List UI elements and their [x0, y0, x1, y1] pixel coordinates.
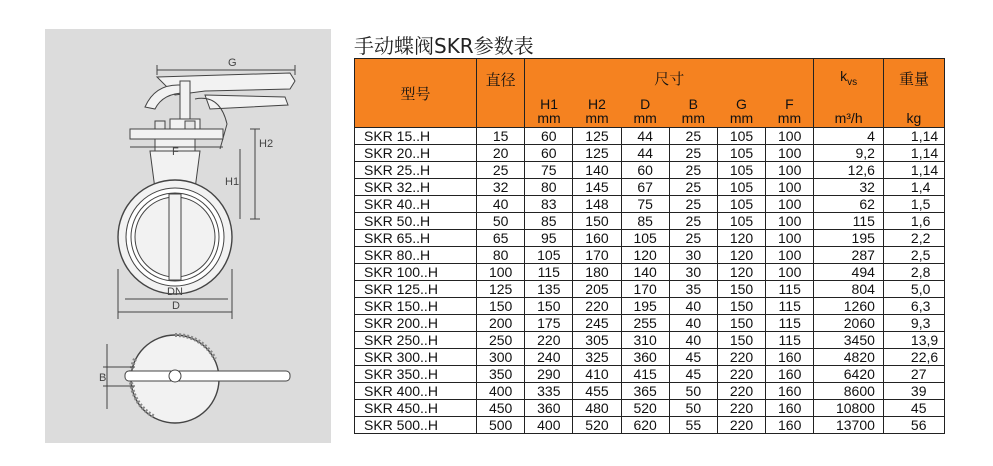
- table-row: [355, 213, 945, 230]
- header-h2: H2 mm: [573, 97, 621, 128]
- cell-kvs: 195: [814, 230, 884, 247]
- cell-h2: 170: [573, 247, 621, 264]
- cell-b: 40: [669, 315, 717, 332]
- table-row: [355, 162, 945, 179]
- cell-f: 100: [766, 213, 814, 230]
- header-diameter: 直径: [477, 59, 525, 128]
- cell-g: 150: [717, 298, 765, 315]
- cell-h2: 150: [573, 213, 621, 230]
- cell-weight: 39: [883, 383, 944, 400]
- cell-g: 105: [717, 128, 765, 145]
- cell-h1: 360: [525, 400, 573, 417]
- cell-g: 220: [717, 366, 765, 383]
- table-row: [355, 179, 945, 196]
- cell-model: SKR 200..H: [355, 315, 477, 332]
- cell-h1: 400: [525, 417, 573, 434]
- cell-h2: 125: [573, 128, 621, 145]
- cell-h2: 305: [573, 332, 621, 349]
- table-row: [355, 366, 945, 383]
- cell-h1: 80: [525, 179, 573, 196]
- cell-f: 100: [766, 179, 814, 196]
- header-kvs-main: k: [840, 68, 848, 85]
- cell-kvs: 13700: [814, 417, 884, 434]
- cell-diameter: 100: [477, 264, 525, 281]
- cell-b: 40: [669, 298, 717, 315]
- cell-h1: 175: [525, 315, 573, 332]
- cell-f: 115: [766, 298, 814, 315]
- table-row: [355, 298, 945, 315]
- cell-b: 25: [669, 230, 717, 247]
- table-row: [355, 247, 945, 264]
- label-h1: H1: [225, 176, 240, 188]
- cell-f: 100: [766, 145, 814, 162]
- cell-g: 220: [717, 383, 765, 400]
- cell-d: 195: [621, 298, 669, 315]
- cell-weight: 9,3: [883, 315, 944, 332]
- header-weight: 重量: [883, 59, 944, 98]
- cell-kvs: 804: [814, 281, 884, 298]
- header-b: B mm: [669, 97, 717, 128]
- table-row: [355, 400, 945, 417]
- cell-model: SKR 125..H: [355, 281, 477, 298]
- cell-d: 620: [621, 417, 669, 434]
- cell-h1: 95: [525, 230, 573, 247]
- cell-h1: 60: [525, 128, 573, 145]
- cell-h2: 245: [573, 315, 621, 332]
- page-title: 手动蝶阀SKR参数表: [354, 34, 534, 58]
- cell-model: SKR 40..H: [355, 196, 477, 213]
- cell-model: SKR 32..H: [355, 179, 477, 196]
- cell-h2: 125: [573, 145, 621, 162]
- cell-kvs: 6420: [814, 366, 884, 383]
- table-row: [355, 417, 945, 434]
- cell-b: 55: [669, 417, 717, 434]
- cell-model: SKR 50..H: [355, 213, 477, 230]
- cell-model: SKR 450..H: [355, 400, 477, 417]
- header-dimensions: 尺寸: [525, 59, 814, 98]
- cell-f: 100: [766, 230, 814, 247]
- cell-g: 220: [717, 417, 765, 434]
- cell-weight: 1,14: [883, 162, 944, 179]
- cell-diameter: 125: [477, 281, 525, 298]
- cell-model: SKR 300..H: [355, 349, 477, 366]
- cell-weight: 2,5: [883, 247, 944, 264]
- cell-weight: 56: [883, 417, 944, 434]
- cell-weight: 5,0: [883, 281, 944, 298]
- cell-d: 67: [621, 179, 669, 196]
- cell-kvs: 12,6: [814, 162, 884, 179]
- cell-diameter: 80: [477, 247, 525, 264]
- cell-weight: 1,4: [883, 179, 944, 196]
- header-g: G mm: [717, 97, 765, 128]
- cell-g: 105: [717, 179, 765, 196]
- cell-model: SKR 150..H: [355, 298, 477, 315]
- cell-f: 160: [766, 383, 814, 400]
- cell-h2: 145: [573, 179, 621, 196]
- cell-diameter: 150: [477, 298, 525, 315]
- cell-d: 360: [621, 349, 669, 366]
- cell-h1: 135: [525, 281, 573, 298]
- cell-diameter: 40: [477, 196, 525, 213]
- table-row: [355, 145, 945, 162]
- cell-f: 100: [766, 247, 814, 264]
- table-row: [355, 128, 945, 145]
- cell-g: 150: [717, 332, 765, 349]
- cell-b: 35: [669, 281, 717, 298]
- cell-model: SKR 80..H: [355, 247, 477, 264]
- cell-kvs: 9,2: [814, 145, 884, 162]
- cell-kvs: 4820: [814, 349, 884, 366]
- cell-b: 50: [669, 400, 717, 417]
- table-body: [355, 128, 945, 434]
- cell-model: SKR 25..H: [355, 162, 477, 179]
- cell-kvs: 4: [814, 128, 884, 145]
- cell-f: 160: [766, 366, 814, 383]
- cell-kvs: 8600: [814, 383, 884, 400]
- cell-d: 310: [621, 332, 669, 349]
- cell-h2: 148: [573, 196, 621, 213]
- cell-h2: 160: [573, 230, 621, 247]
- header-kvs-sub: vs: [847, 76, 858, 88]
- cell-g: 150: [717, 315, 765, 332]
- cell-weight: 1,14: [883, 128, 944, 145]
- cell-h1: 75: [525, 162, 573, 179]
- cell-model: SKR 15..H: [355, 128, 477, 145]
- cell-model: SKR 65..H: [355, 230, 477, 247]
- table-row: [355, 230, 945, 247]
- cell-h1: 115: [525, 264, 573, 281]
- cell-h2: 205: [573, 281, 621, 298]
- cell-diameter: 250: [477, 332, 525, 349]
- cell-b: 40: [669, 332, 717, 349]
- cell-d: 85: [621, 213, 669, 230]
- cell-b: 25: [669, 128, 717, 145]
- cell-d: 415: [621, 366, 669, 383]
- cell-kvs: 2060: [814, 315, 884, 332]
- cell-kvs: 62: [814, 196, 884, 213]
- header-kvs: [814, 59, 884, 98]
- cell-diameter: 15: [477, 128, 525, 145]
- cell-d: 44: [621, 128, 669, 145]
- table-row: [355, 281, 945, 298]
- cell-d: 520: [621, 400, 669, 417]
- cell-b: 25: [669, 162, 717, 179]
- cell-kvs: 3450: [814, 332, 884, 349]
- cell-h1: 83: [525, 196, 573, 213]
- cell-h2: 520: [573, 417, 621, 434]
- cell-kvs: 115: [814, 213, 884, 230]
- cell-h2: 455: [573, 383, 621, 400]
- cell-weight: 1,5: [883, 196, 944, 213]
- cell-model: SKR 400..H: [355, 383, 477, 400]
- label-h2: H2: [259, 138, 274, 150]
- cell-h2: 180: [573, 264, 621, 281]
- cell-d: 365: [621, 383, 669, 400]
- cell-f: 100: [766, 196, 814, 213]
- cell-g: 105: [717, 213, 765, 230]
- table-row: [355, 315, 945, 332]
- cell-h1: 240: [525, 349, 573, 366]
- label-d: D: [172, 300, 180, 312]
- cell-weight: 22,6: [883, 349, 944, 366]
- label-dn: DN: [167, 286, 183, 298]
- cell-b: 25: [669, 179, 717, 196]
- cell-b: 45: [669, 366, 717, 383]
- header-d: D mm: [621, 97, 669, 128]
- cell-b: 25: [669, 145, 717, 162]
- cell-h1: 220: [525, 332, 573, 349]
- cell-h1: 290: [525, 366, 573, 383]
- cell-diameter: 500: [477, 417, 525, 434]
- cell-weight: 45: [883, 400, 944, 417]
- cell-d: 120: [621, 247, 669, 264]
- cell-d: 60: [621, 162, 669, 179]
- cell-kvs: 287: [814, 247, 884, 264]
- cell-diameter: 65: [477, 230, 525, 247]
- cell-weight: 1,14: [883, 145, 944, 162]
- cell-g: 220: [717, 349, 765, 366]
- cell-weight: 27: [883, 366, 944, 383]
- cell-d: 170: [621, 281, 669, 298]
- cell-weight: 6,3: [883, 298, 944, 315]
- cell-f: 160: [766, 349, 814, 366]
- cell-weight: 2,8: [883, 264, 944, 281]
- cell-weight: 13,9: [883, 332, 944, 349]
- cell-g: 105: [717, 145, 765, 162]
- cell-weight: 2,2: [883, 230, 944, 247]
- cell-f: 160: [766, 417, 814, 434]
- cell-h2: 140: [573, 162, 621, 179]
- cell-b: 30: [669, 264, 717, 281]
- cell-model: SKR 500..H: [355, 417, 477, 434]
- cell-weight: 1,6: [883, 213, 944, 230]
- cell-h1: 105: [525, 247, 573, 264]
- label-f: F: [172, 146, 179, 158]
- header-kvs-unit: m³/h: [814, 97, 884, 128]
- cell-g: 120: [717, 230, 765, 247]
- cell-d: 75: [621, 196, 669, 213]
- valve-drawing-panel: [45, 29, 331, 443]
- cell-diameter: 300: [477, 349, 525, 366]
- cell-model: SKR 250..H: [355, 332, 477, 349]
- cell-diameter: 50: [477, 213, 525, 230]
- cell-g: 105: [717, 162, 765, 179]
- cell-f: 115: [766, 281, 814, 298]
- cell-d: 140: [621, 264, 669, 281]
- cell-h2: 325: [573, 349, 621, 366]
- table-row: [355, 383, 945, 400]
- cell-kvs: 32: [814, 179, 884, 196]
- label-g: G: [228, 57, 237, 69]
- header-f: F mm: [766, 97, 814, 128]
- cell-diameter: 450: [477, 400, 525, 417]
- header-weight-unit: kg: [883, 97, 944, 128]
- header-h1: H1 mm: [525, 97, 573, 128]
- cell-diameter: 400: [477, 383, 525, 400]
- cell-h1: 60: [525, 145, 573, 162]
- cell-g: 105: [717, 196, 765, 213]
- cell-model: SKR 350..H: [355, 366, 477, 383]
- cell-b: 45: [669, 349, 717, 366]
- cell-d: 105: [621, 230, 669, 247]
- header-model: 型号: [355, 59, 477, 128]
- cell-h2: 410: [573, 366, 621, 383]
- cell-h2: 220: [573, 298, 621, 315]
- cell-b: 25: [669, 213, 717, 230]
- butterfly-valve-drawing: [45, 29, 331, 443]
- cell-h1: 150: [525, 298, 573, 315]
- cell-diameter: 20: [477, 145, 525, 162]
- cell-g: 220: [717, 400, 765, 417]
- cell-f: 100: [766, 128, 814, 145]
- table-row: [355, 264, 945, 281]
- cell-model: SKR 20..H: [355, 145, 477, 162]
- parameter-table: [354, 58, 945, 434]
- cell-kvs: 1260: [814, 298, 884, 315]
- cell-f: 100: [766, 264, 814, 281]
- cell-diameter: 200: [477, 315, 525, 332]
- cell-g: 120: [717, 247, 765, 264]
- table-row: [355, 332, 945, 349]
- label-b: B: [99, 372, 107, 384]
- cell-diameter: 350: [477, 366, 525, 383]
- cell-b: 50: [669, 383, 717, 400]
- cell-d: 255: [621, 315, 669, 332]
- cell-h2: 480: [573, 400, 621, 417]
- cell-kvs: 10800: [814, 400, 884, 417]
- cell-h1: 335: [525, 383, 573, 400]
- cell-b: 25: [669, 196, 717, 213]
- cell-g: 150: [717, 281, 765, 298]
- cell-d: 44: [621, 145, 669, 162]
- cell-diameter: 25: [477, 162, 525, 179]
- cell-model: SKR 100..H: [355, 264, 477, 281]
- table-row: [355, 196, 945, 213]
- table-row: [355, 349, 945, 366]
- cell-h1: 85: [525, 213, 573, 230]
- cell-b: 30: [669, 247, 717, 264]
- cell-f: 160: [766, 400, 814, 417]
- cell-f: 100: [766, 162, 814, 179]
- cell-g: 120: [717, 264, 765, 281]
- cell-f: 115: [766, 315, 814, 332]
- cell-diameter: 32: [477, 179, 525, 196]
- cell-kvs: 494: [814, 264, 884, 281]
- cell-f: 115: [766, 332, 814, 349]
